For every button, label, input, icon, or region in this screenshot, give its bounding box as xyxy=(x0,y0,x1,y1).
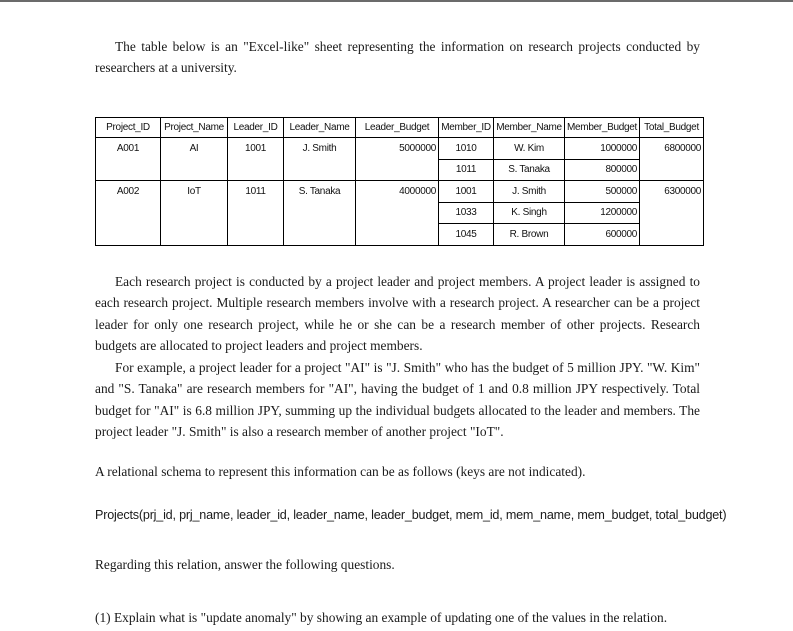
table-row xyxy=(96,202,704,224)
empty-cell xyxy=(96,159,161,181)
leader-budget-cell: 5000000 xyxy=(356,138,439,160)
project-name-cell: IoT xyxy=(161,181,228,203)
intro-paragraph: The table below is an "Excel-like" sheet representing the information on research projects conducted by researchers at a university. xyxy=(95,39,700,76)
table-row xyxy=(96,181,704,203)
empty-cell xyxy=(161,159,228,181)
leader-name-cell: S. Tanaka xyxy=(284,181,356,203)
leader-id-cell: 1011 xyxy=(228,181,284,203)
empty-cell xyxy=(640,224,704,246)
empty-cell xyxy=(96,224,161,246)
member-budget-cell: 500000 xyxy=(565,181,640,203)
header-cell: Leader_Budget xyxy=(356,118,439,138)
top-border xyxy=(0,0,793,2)
member-name-cell: R. Brown xyxy=(494,224,565,246)
member-id-cell: 1045 xyxy=(439,224,494,246)
member-budget-cell: 800000 xyxy=(565,159,640,181)
member-id-cell: 1033 xyxy=(439,202,494,224)
description-paragraph-1: Each research project is conducted by a project leader and project members. A project leader is assigned to each research project. Multiple research members involve with a research project. A researcher can be a project leader for only one research project, while he or she can be a research member of other projects. Research budgets are allocated to project leaders and project members. xyxy=(95,274,700,354)
relational-schema: Projects(prj_id, prj_name, leader_id, leader_name, leader_budget, mem_id, mem_name, mem_budget, total_budget) xyxy=(95,508,727,522)
empty-cell xyxy=(356,224,439,246)
header-cell: Member_Budget xyxy=(565,118,640,138)
member-name-cell: S. Tanaka xyxy=(494,159,565,181)
leader-budget-cell: 4000000 xyxy=(356,181,439,203)
empty-cell xyxy=(228,224,284,246)
project-id-cell: A002 xyxy=(96,181,161,203)
member-budget-cell: 600000 xyxy=(565,224,640,246)
empty-cell xyxy=(640,202,704,224)
empty-cell xyxy=(161,224,228,246)
total-budget-cell: 6800000 xyxy=(640,138,704,160)
empty-cell xyxy=(284,159,356,181)
leader-name-cell: J. Smith xyxy=(284,138,356,160)
total-budget-cell: 6300000 xyxy=(640,181,704,203)
header-cell: Project_ID xyxy=(96,118,161,138)
member-budget-cell: 1200000 xyxy=(565,202,640,224)
empty-cell xyxy=(161,202,228,224)
schema-intro: A relational schema to represent this information can be as follows (keys are not indicated). xyxy=(95,464,586,479)
table-row xyxy=(96,159,704,181)
member-name-cell: J. Smith xyxy=(494,181,565,203)
member-id-cell: 1001 xyxy=(439,181,494,203)
member-id-cell: 1011 xyxy=(439,159,494,181)
empty-cell xyxy=(96,202,161,224)
projects-table xyxy=(95,117,704,246)
table-row xyxy=(96,224,704,246)
leader-id-cell: 1001 xyxy=(228,138,284,160)
description-paragraph-2: For example, a project leader for a project "AI" is "J. Smith" who has the budget of 5 million JPY. "W. Kim" and "S. Tanaka" are research members for "AI", having the budget of 1 and 0.8 million JPY respectively. Total budget for "AI" is 6.8 million JPY, summing up the individual budgets allocated to the leader and members. The project leader "J. Smith" is also a research member of another project "IoT". xyxy=(95,360,700,440)
member-name-cell: W. Kim xyxy=(494,138,565,160)
empty-cell xyxy=(284,224,356,246)
project-name-cell: AI xyxy=(161,138,228,160)
header-cell: Project_Name xyxy=(161,118,228,138)
empty-cell xyxy=(640,159,704,181)
header-cell: Leader_Name xyxy=(284,118,356,138)
empty-cell xyxy=(356,159,439,181)
empty-cell xyxy=(228,202,284,224)
member-id-cell: 1010 xyxy=(439,138,494,160)
empty-cell xyxy=(228,159,284,181)
table-header-row xyxy=(96,118,704,138)
header-cell: Leader_ID xyxy=(228,118,284,138)
project-id-cell: A001 xyxy=(96,138,161,160)
header-cell: Member_ID xyxy=(439,118,494,138)
member-name-cell: K. Singh xyxy=(494,202,565,224)
empty-cell xyxy=(284,202,356,224)
question-1: (1) Explain what is "update anomaly" by showing an example of updating one of the values in the relation. xyxy=(95,610,668,625)
member-budget-cell: 1000000 xyxy=(565,138,640,160)
question-intro: Regarding this relation, answer the following questions. xyxy=(95,557,395,572)
header-cell: Total_Budget xyxy=(640,118,704,138)
empty-cell xyxy=(356,202,439,224)
table-row xyxy=(96,138,704,160)
header-cell: Member_Name xyxy=(494,118,565,138)
